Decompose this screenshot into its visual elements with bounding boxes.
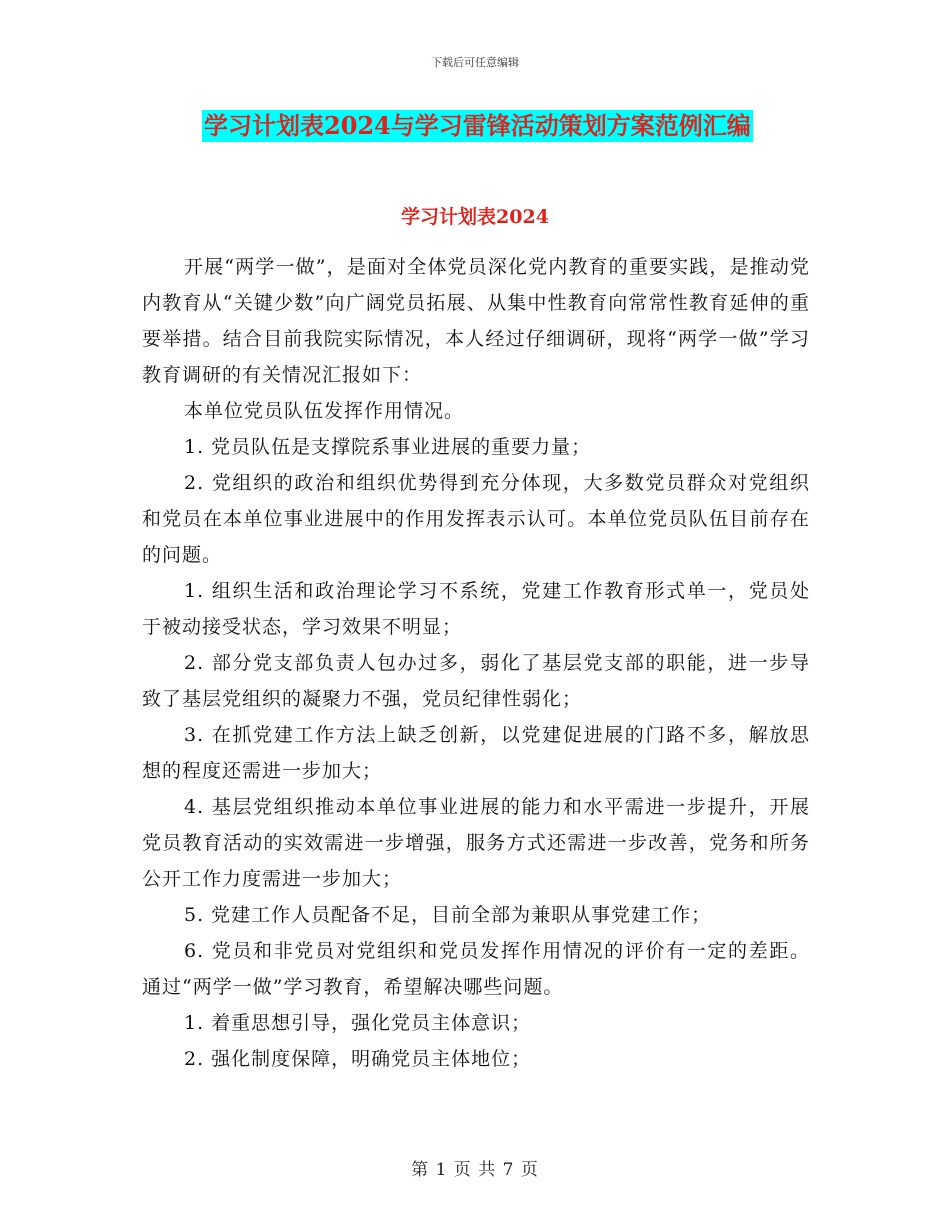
page-number-footer: 第 1 页 共 7 页 (411, 1160, 539, 1180)
list-item: 1. 着重思想引导，强化党员主体意识； (184, 1012, 532, 1034)
list-item: 4. 基层党组织推动本单位事业进展的能力和水平需进一步提升，开展党员教育活动的实效需进一步增强，服务方式还需进一步改善，党务和所务公开工作力度需进一步加大； (142, 796, 810, 890)
section-title: 学习计划表2024 (401, 206, 549, 228)
list-item: 1. 党员队伍是支撑院系事业进展的重要力量； (184, 436, 592, 458)
paragraph: 开展“两学一做”，是面对全体党员深化党内教育的重要实践，是推动党内教育从“关键少数”向广阔党员拓展、从集中性教育向常常性教育延伸的重要举措。结合目前我院实际情况，本人经过仔细调研，现将“两学一做”学习教育调研的有关情况汇报如下： (142, 256, 810, 386)
list-item: 1. 组织生活和政治理论学习不系统，党建工作教育形式单一，党员处于被动接受状态，学习效果不明显； (142, 580, 810, 638)
header-note: 下载后可任意编辑 (431, 56, 519, 69)
list-item: 2. 党组织的政治和组织优势得到充分体现，大多数党员群众对党组织和党员在本单位事业进展中的作用发挥表示认可。本单位党员队伍目前存在的问题。 (142, 472, 810, 566)
document-title: 学习计划表2024与学习雷锋活动策划方案范例汇编 (204, 111, 751, 140)
list-item: 2. 强化制度保障，明确党员主体地位； (184, 1048, 532, 1070)
list-item: 2. 部分党支部负责人包办过多，弱化了基层党支部的职能，进一步导致了基层党组织的凝聚力不强，党员纪律性弱化； (142, 652, 810, 710)
list-item: 3. 在抓党建工作方法上缺乏创新，以党建促进展的门路不多，解放思想的程度还需进一步加大； (142, 724, 810, 782)
list-item: 6. 党员和非党员对党组织和党员发挥作用情况的评价有一定的差距。 通过“两学一做”学习教育，希望解决哪些问题。 (142, 940, 810, 998)
list-item: 5. 党建工作人员配备不足，目前全部为兼职从事党建工作； (184, 904, 712, 926)
document-title-container (202, 110, 753, 142)
document-body (142, 249, 810, 1077)
paragraph: 本单位党员队伍发挥作用情况。 (184, 400, 465, 422)
